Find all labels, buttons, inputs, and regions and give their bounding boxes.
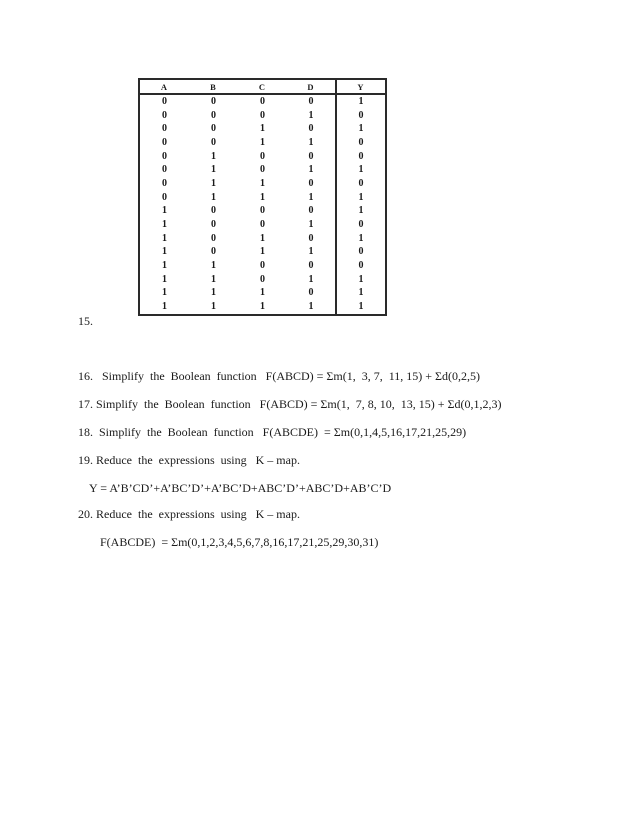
question-20-expression: F(ABCDE) = Σm(0,1,2,3,4,5,6,7,8,16,17,21,25,29,30,31) [100,535,379,549]
question-19: 19. Reduce the expressions using K – map. [78,453,300,467]
cell-c: 1 [260,287,265,299]
cell-c: 0 [260,260,265,272]
cell-y: 1 [336,94,385,109]
question-18: 18. Simplify the Boolean function F(ABCDE) = Σm(0,1,4,5,16,17,21,25,29) [78,425,467,439]
cell-d: 1 [308,301,314,313]
cell-b: 0 [211,95,216,107]
truth-table-row [140,273,385,287]
header-d: D [287,80,336,94]
cell-a: 1 [162,287,167,299]
cell-d: 1 [308,136,314,148]
cell-c: 1 [260,123,265,135]
cell-y: 0 [336,218,385,232]
truth-table-grid [140,80,385,314]
cell-b: 1 [211,260,216,272]
cell-c: 0 [260,95,265,107]
truth-table-row [140,177,385,191]
truth-table-row [140,191,385,205]
cell-y: 0 [336,246,385,260]
cell-d: 0 [308,232,314,244]
cell-c: 1 [260,301,265,313]
cell-a: 0 [162,109,167,121]
cell-d: 0 [308,178,314,189]
cell-c: 1 [260,191,265,203]
question-17: 17. Simplify the Boolean function F(ABCD) = Σm(1, 7, 8, 10, 13, 15) + Σd(0,1,2,3) [78,397,502,411]
truth-table-row [140,122,385,136]
truth-table-row [140,205,385,219]
cell-y: 1 [336,191,385,205]
truth-table-row [140,164,385,178]
truth-table-row [140,109,385,123]
cell-b: 1 [211,301,216,313]
cell-y: 0 [336,177,385,191]
cell-b: 1 [211,273,216,285]
cell-y: 0 [336,109,385,123]
cell-d: 0 [308,150,314,162]
cell-c: 1 [260,178,265,189]
cell-y: 0 [336,259,385,273]
cell-b: 0 [211,109,216,121]
cell-d: 1 [308,219,314,231]
cell-b: 0 [211,205,216,217]
cell-b: 0 [211,123,216,135]
cell-d: 1 [308,191,314,203]
cell-c: 0 [260,205,265,217]
cell-b: 0 [211,246,216,258]
cell-b: 1 [211,178,216,189]
question-19-expression: Y = A’B’CD’+A’BC’D’+A’BC’D+ABC’D’+ABC’D+AB’C’D [89,481,392,495]
truth-table-row [140,94,385,109]
cell-b: 0 [211,219,216,231]
cell-b: 1 [211,191,216,203]
truth-table-row [140,150,385,164]
question-15-number: 15. [78,314,93,328]
header-a: A [140,80,189,94]
cell-y: 0 [336,150,385,164]
cell-c: 1 [260,246,265,258]
cell-y: 1 [336,122,385,136]
cell-d: 0 [308,260,314,272]
cell-d: 1 [308,164,314,176]
header-y: Y [336,80,385,94]
cell-b: 0 [211,232,216,244]
cell-c: 1 [260,232,265,244]
header-b: B [189,80,238,94]
cell-y: 1 [336,205,385,219]
cell-b: 1 [211,287,216,299]
cell-d: 0 [308,95,314,107]
truth-table-row [140,232,385,246]
cell-y: 1 [336,287,385,301]
cell-d: 0 [308,123,314,135]
question-20: 20. Reduce the expressions using K – map. [78,507,300,521]
cell-a: 1 [162,246,167,258]
cell-a: 1 [162,273,167,285]
cell-c: 0 [260,219,265,231]
cell-y: 0 [336,136,385,150]
cell-a: 0 [162,164,167,176]
cell-d: 1 [308,273,314,285]
cell-a: 0 [162,150,167,162]
truth-table-row [140,300,385,314]
cell-c: 0 [260,164,265,176]
cell-c: 0 [260,150,265,162]
cell-a: 0 [162,191,167,203]
cell-a: 0 [162,178,167,189]
cell-a: 1 [162,232,167,244]
cell-c: 0 [260,273,265,285]
truth-table [138,78,387,316]
question-16: 16. Simplify the Boolean function F(ABCD) = Σm(1, 3, 7, 11, 15) + Σd(0,2,5) [78,369,481,383]
cell-b: 1 [211,150,216,162]
truth-table-row [140,287,385,301]
cell-a: 1 [162,205,167,217]
header-c: C [238,80,287,94]
cell-d: 1 [308,246,314,258]
cell-a: 0 [162,136,167,148]
truth-table-row [140,259,385,273]
cell-b: 1 [211,164,216,176]
cell-a: 1 [162,260,167,272]
truth-table-row [140,246,385,260]
cell-c: 0 [260,109,265,121]
truth-table-header-row [140,80,385,94]
cell-a: 0 [162,95,167,107]
cell-y: 1 [336,273,385,287]
cell-c: 1 [260,136,265,148]
cell-a: 1 [162,301,167,313]
cell-d: 0 [308,205,314,217]
cell-d: 1 [308,109,314,121]
cell-y: 1 [336,232,385,246]
cell-a: 0 [162,123,167,135]
cell-a: 1 [162,219,167,231]
truth-table-body [140,94,385,314]
cell-y: 1 [336,300,385,314]
cell-b: 0 [211,136,216,148]
cell-d: 0 [308,287,314,299]
truth-table-row [140,218,385,232]
truth-table-row [140,136,385,150]
cell-y: 1 [336,164,385,178]
